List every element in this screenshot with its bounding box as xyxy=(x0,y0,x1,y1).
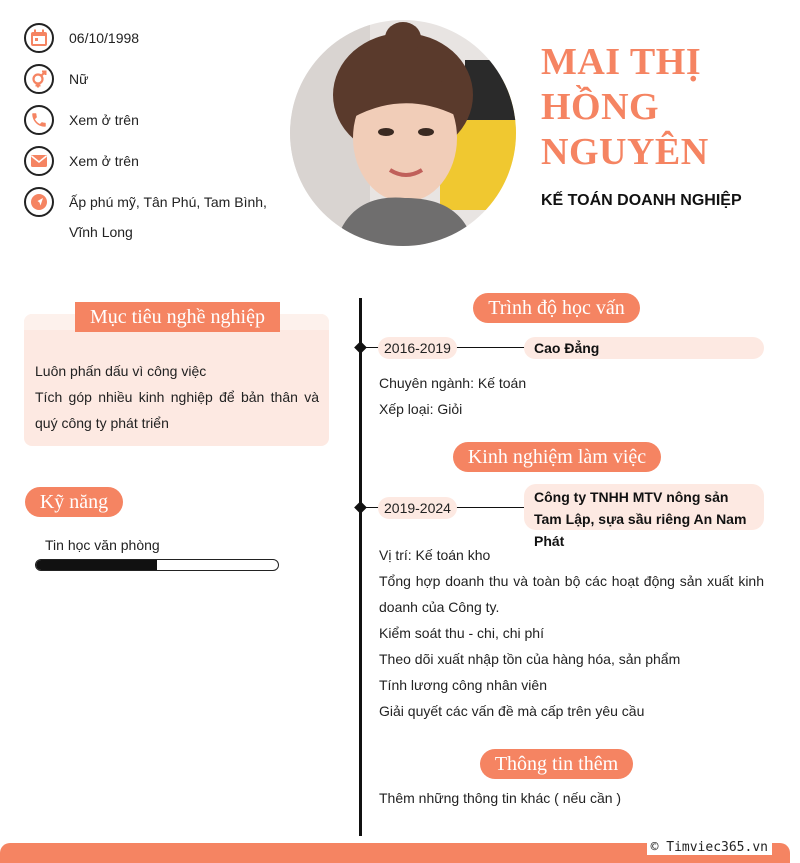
objective-line-1: Luôn phấn dấu vì công việc xyxy=(35,363,207,379)
extra-info-text: Thêm những thông tin khác ( nếu cần ) xyxy=(379,790,622,806)
experience-period: 2019-2024 xyxy=(378,497,457,519)
skill-progress-fill xyxy=(36,560,157,570)
contact-email xyxy=(24,146,139,176)
address-text xyxy=(69,187,279,247)
calendar-icon xyxy=(24,23,54,53)
objective-line-2: Tích góp nhiều kinh nghiệp để bản thân và quý công ty phát triển xyxy=(35,389,319,431)
name-line-2: HỒNG xyxy=(541,86,660,128)
experience-company: Công ty TNHH MTV nông sản Tam Lập, sựa sầu riêng An Nam Phát xyxy=(524,484,764,530)
skills-heading: Kỹ năng xyxy=(25,487,123,517)
contact-phone xyxy=(24,105,139,135)
experience-detail-3: Kiểm soát thu - chi, chi phí xyxy=(379,625,544,641)
experience-detail-6: Giải quyết các vấn đề mà cấp trên yêu cầu xyxy=(379,703,645,719)
experience-detail-4: Theo dõi xuất nhập tồn của hàng hóa, sản phẩm xyxy=(379,651,681,667)
education-period: 2016-2019 xyxy=(378,337,457,359)
gender-text: Nữ xyxy=(69,71,89,87)
extra-info-heading: Thông tin thêm xyxy=(480,749,633,779)
address-line-2: Vĩnh Long xyxy=(69,224,133,240)
footer-watermark: © Timviec365.vn xyxy=(647,840,772,855)
education-detail-2: Xếp loại: Giỏi xyxy=(379,401,463,417)
timeline-line xyxy=(359,298,362,836)
education-detail-1: Chuyên ngành: Kế toán xyxy=(379,375,527,391)
skill-progress-bar xyxy=(35,559,279,571)
avatar xyxy=(290,20,516,246)
phone-icon xyxy=(24,105,54,135)
gender-icon xyxy=(24,64,54,94)
contact-gender xyxy=(24,64,88,94)
experience-detail-2: Tổng hợp doanh thu và toàn bộ các hoạt động sản xuất kinh doanh của Công ty. xyxy=(379,573,764,615)
education-heading: Trình độ học vấn xyxy=(473,293,640,323)
full-name xyxy=(541,40,781,175)
job-title: KẾ TOÁN DOANH NGHIỆP xyxy=(541,192,742,209)
phone-text: Xem ở trên xyxy=(69,112,139,128)
experience-heading: Kinh nghiệm làm việc xyxy=(453,442,661,472)
location-icon xyxy=(24,187,54,217)
education-school: Cao Đẳng xyxy=(524,337,764,359)
birthdate-text: 06/10/1998 xyxy=(69,30,140,46)
experience-detail-1: Vị trí: Kế toán kho xyxy=(379,547,491,563)
name-line-1: MAI THỊ xyxy=(541,41,702,83)
skill-name: Tin học văn phòng xyxy=(45,537,160,553)
email-text: Xem ở trên xyxy=(69,153,139,169)
envelope-icon xyxy=(24,146,54,176)
contact-address xyxy=(24,187,279,247)
objective-heading: Mục tiêu nghề nghiệp xyxy=(75,302,280,332)
contact-birthdate xyxy=(24,23,139,53)
name-line-3: NGUYÊN xyxy=(541,131,709,173)
address-line-1: Ấp phú mỹ, Tân Phú, Tam Bình, xyxy=(69,194,267,210)
experience-detail-5: Tính lương công nhân viên xyxy=(379,677,547,693)
